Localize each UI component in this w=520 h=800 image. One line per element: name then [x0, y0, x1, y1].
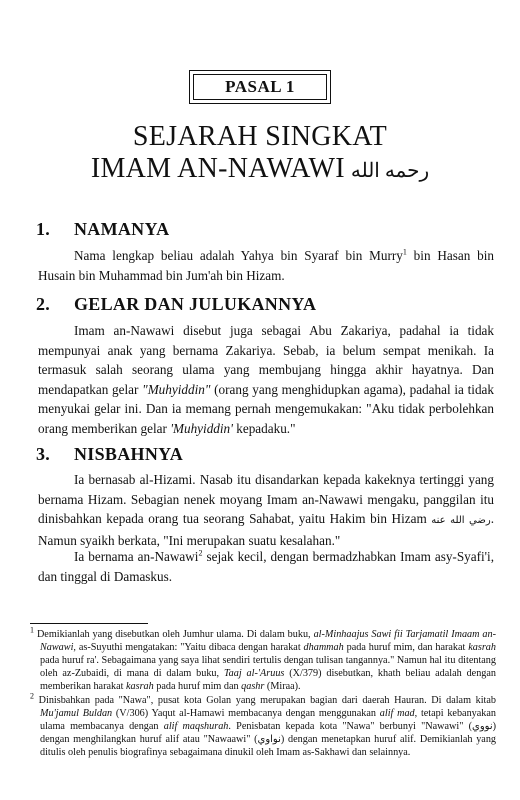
italic-term: 'Muhyiddin' [170, 420, 233, 436]
footnote-text: Dinisbahkan pada "Nawa", pusat kota Golan yang merupakan bagian dari daerah Hauran. Di dalam kitab [38, 695, 496, 706]
page-title-line-1: SEJARAH SINGKAT [132, 121, 388, 152]
italic-term: al-Minhaajus Sawi fii Tarjamatil Imaam an-Nawawi [40, 629, 497, 653]
italic-term: qashr [241, 681, 265, 692]
italic-term: "Muhyiddin" [142, 381, 211, 397]
footnote-marker: 1 [30, 625, 34, 635]
footnote-text: Demikianlah yang disebutkan oleh Jumhur ulama. Di dalam buku, [36, 629, 314, 640]
footnote-marker: 2 [30, 691, 34, 701]
section-2-paragraph [38, 321, 494, 439]
arabic-text: نووي [472, 721, 493, 732]
paragraph-text: . Namun syaikh berkata, "Ini merupakan suatu kesalahan." [38, 511, 494, 548]
footnotes [30, 625, 497, 760]
footnote-text: pada huruf ra'. Sebagaimana yang saya lihat sendiri tertulis dengan tulisan tangannya." Namun hal itu ditentang oleh az-Zubaidi, di mana di dalam buku, [40, 655, 496, 679]
section-3-paragraph-2 [38, 547, 494, 586]
italic-term: kasrah [468, 642, 496, 653]
section-heading-nisbahnya [36, 444, 183, 465]
footnote-text: (X/379) disebutkan, khath beliau adalah dengan memberikan harakat [40, 668, 496, 692]
arabic-text: نواوي [257, 734, 281, 745]
footnote-text: (V/306) Yaqut al-Hamawi membacanya dengan menggunakan [112, 708, 380, 719]
section-3-paragraph-1 [38, 470, 494, 550]
italic-term: Taaj al-'Aruus [223, 668, 285, 679]
section-title: GELAR DAN JULUKANNYA [74, 294, 317, 314]
paragraph-text: Ia bernasab al-Hizami. Nasab itu disandarkan kepada kakeknya tertinggi yang bernama Hizam. Sebagian nenek moyang Imam an-Nawawi mengaku, panggilan itu dinisbahkan kepada orang tua seorang Sahabat, yaitu Hakim bin Hizam [38, 472, 494, 527]
paragraph-text: (orang yang menghidupkan agama), padahal ia tidak menyukai gelar ini. Dan ia memang pernah mengemukakan: "Aku tidak perbolehkan orang memberikan gelar [38, 381, 494, 436]
paragraph-text: Ia bernama an-Nawawi [74, 549, 199, 564]
footnote-text: . Penisbatan kepada kota "Nawa" berbunyi "Nawawi" ( [228, 721, 472, 732]
section-title: NISBAHNYA [74, 444, 184, 464]
chapter-label-inner-frame [193, 74, 327, 100]
italic-term: alif mad [379, 708, 415, 719]
footnote-text: ) dengan menghilangkan huruf alif atau "Nawaawi" ( [40, 721, 497, 745]
footnote-text: (Miraa). [264, 681, 301, 692]
section-heading-namanya [36, 219, 169, 240]
footnote-text: pada huruf mim dan [153, 681, 242, 692]
chapter-label-box [189, 70, 331, 104]
honorific-calligraphy: رحمه الله [350, 160, 430, 182]
page-title-line-2 [0, 154, 520, 186]
footnote-text: ) dengan menetapkan huruf alif. Demikianlah yang ditulis oleh penulis biografinya sebagaimana dinukil oleh Imam as-Sakhawi dan selainnya. [40, 734, 497, 758]
italic-term: alif maqshurah [163, 721, 229, 732]
chapter-label: PASAL 1 [225, 77, 295, 96]
paragraph-text: bin Hasan bin Husain bin Muhammad bin Jum'ah bin Hizam. [38, 248, 494, 283]
section-number: 3. [36, 444, 51, 464]
section-heading-gelar [36, 294, 316, 315]
section-number: 1. [36, 219, 51, 239]
footnote-ref-1: 1 [402, 247, 407, 257]
section-1-paragraph [38, 246, 494, 285]
paragraph-text: sejak kecil, dengan bermadzhabkan Imam asy-Syafi'i, dan tinggal di Damaskus. [38, 549, 494, 584]
section-title: NAMANYA [74, 219, 170, 239]
footnote-1 [30, 625, 497, 693]
footnote-text: , tetapi kebanyakan ulama membacanya dengan [40, 708, 496, 732]
footnote-divider [30, 623, 148, 624]
section-number: 2. [36, 294, 51, 314]
paragraph-text: kepadaku." [232, 420, 296, 436]
italic-term: dhammah [303, 642, 344, 653]
footnote-2 [30, 691, 497, 759]
footnote-text: , as-Suyuthi mengatakan: "Yaitu dibaca dengan harakat [73, 642, 304, 653]
paragraph-text: Nama lengkap beliau adalah Yahya bin Syaraf bin Murry [74, 248, 403, 263]
italic-term: kasrah [126, 681, 154, 692]
footnote-ref-2: 2 [198, 548, 203, 558]
honorific-symbol: رضي الله عنه [431, 515, 491, 527]
italic-term: Mu'jamul Buldan [40, 708, 113, 719]
page-title-name: IMAM AN-NAWAWI [90, 153, 345, 184]
paragraph-text: Imam an-Nawawi disebut juga sebagai Abu Zakariya, padahal ia tidak mempunyai anak yang bernama Zakariya. Sebab, ia belum sempat menikah. Ia termasuk salah seorang ulama yang membujang hingga akhir hayatnya. Dan mendapatkan gelar [38, 323, 494, 397]
footnote-text: pada huruf mim, dan harakat [343, 642, 469, 653]
